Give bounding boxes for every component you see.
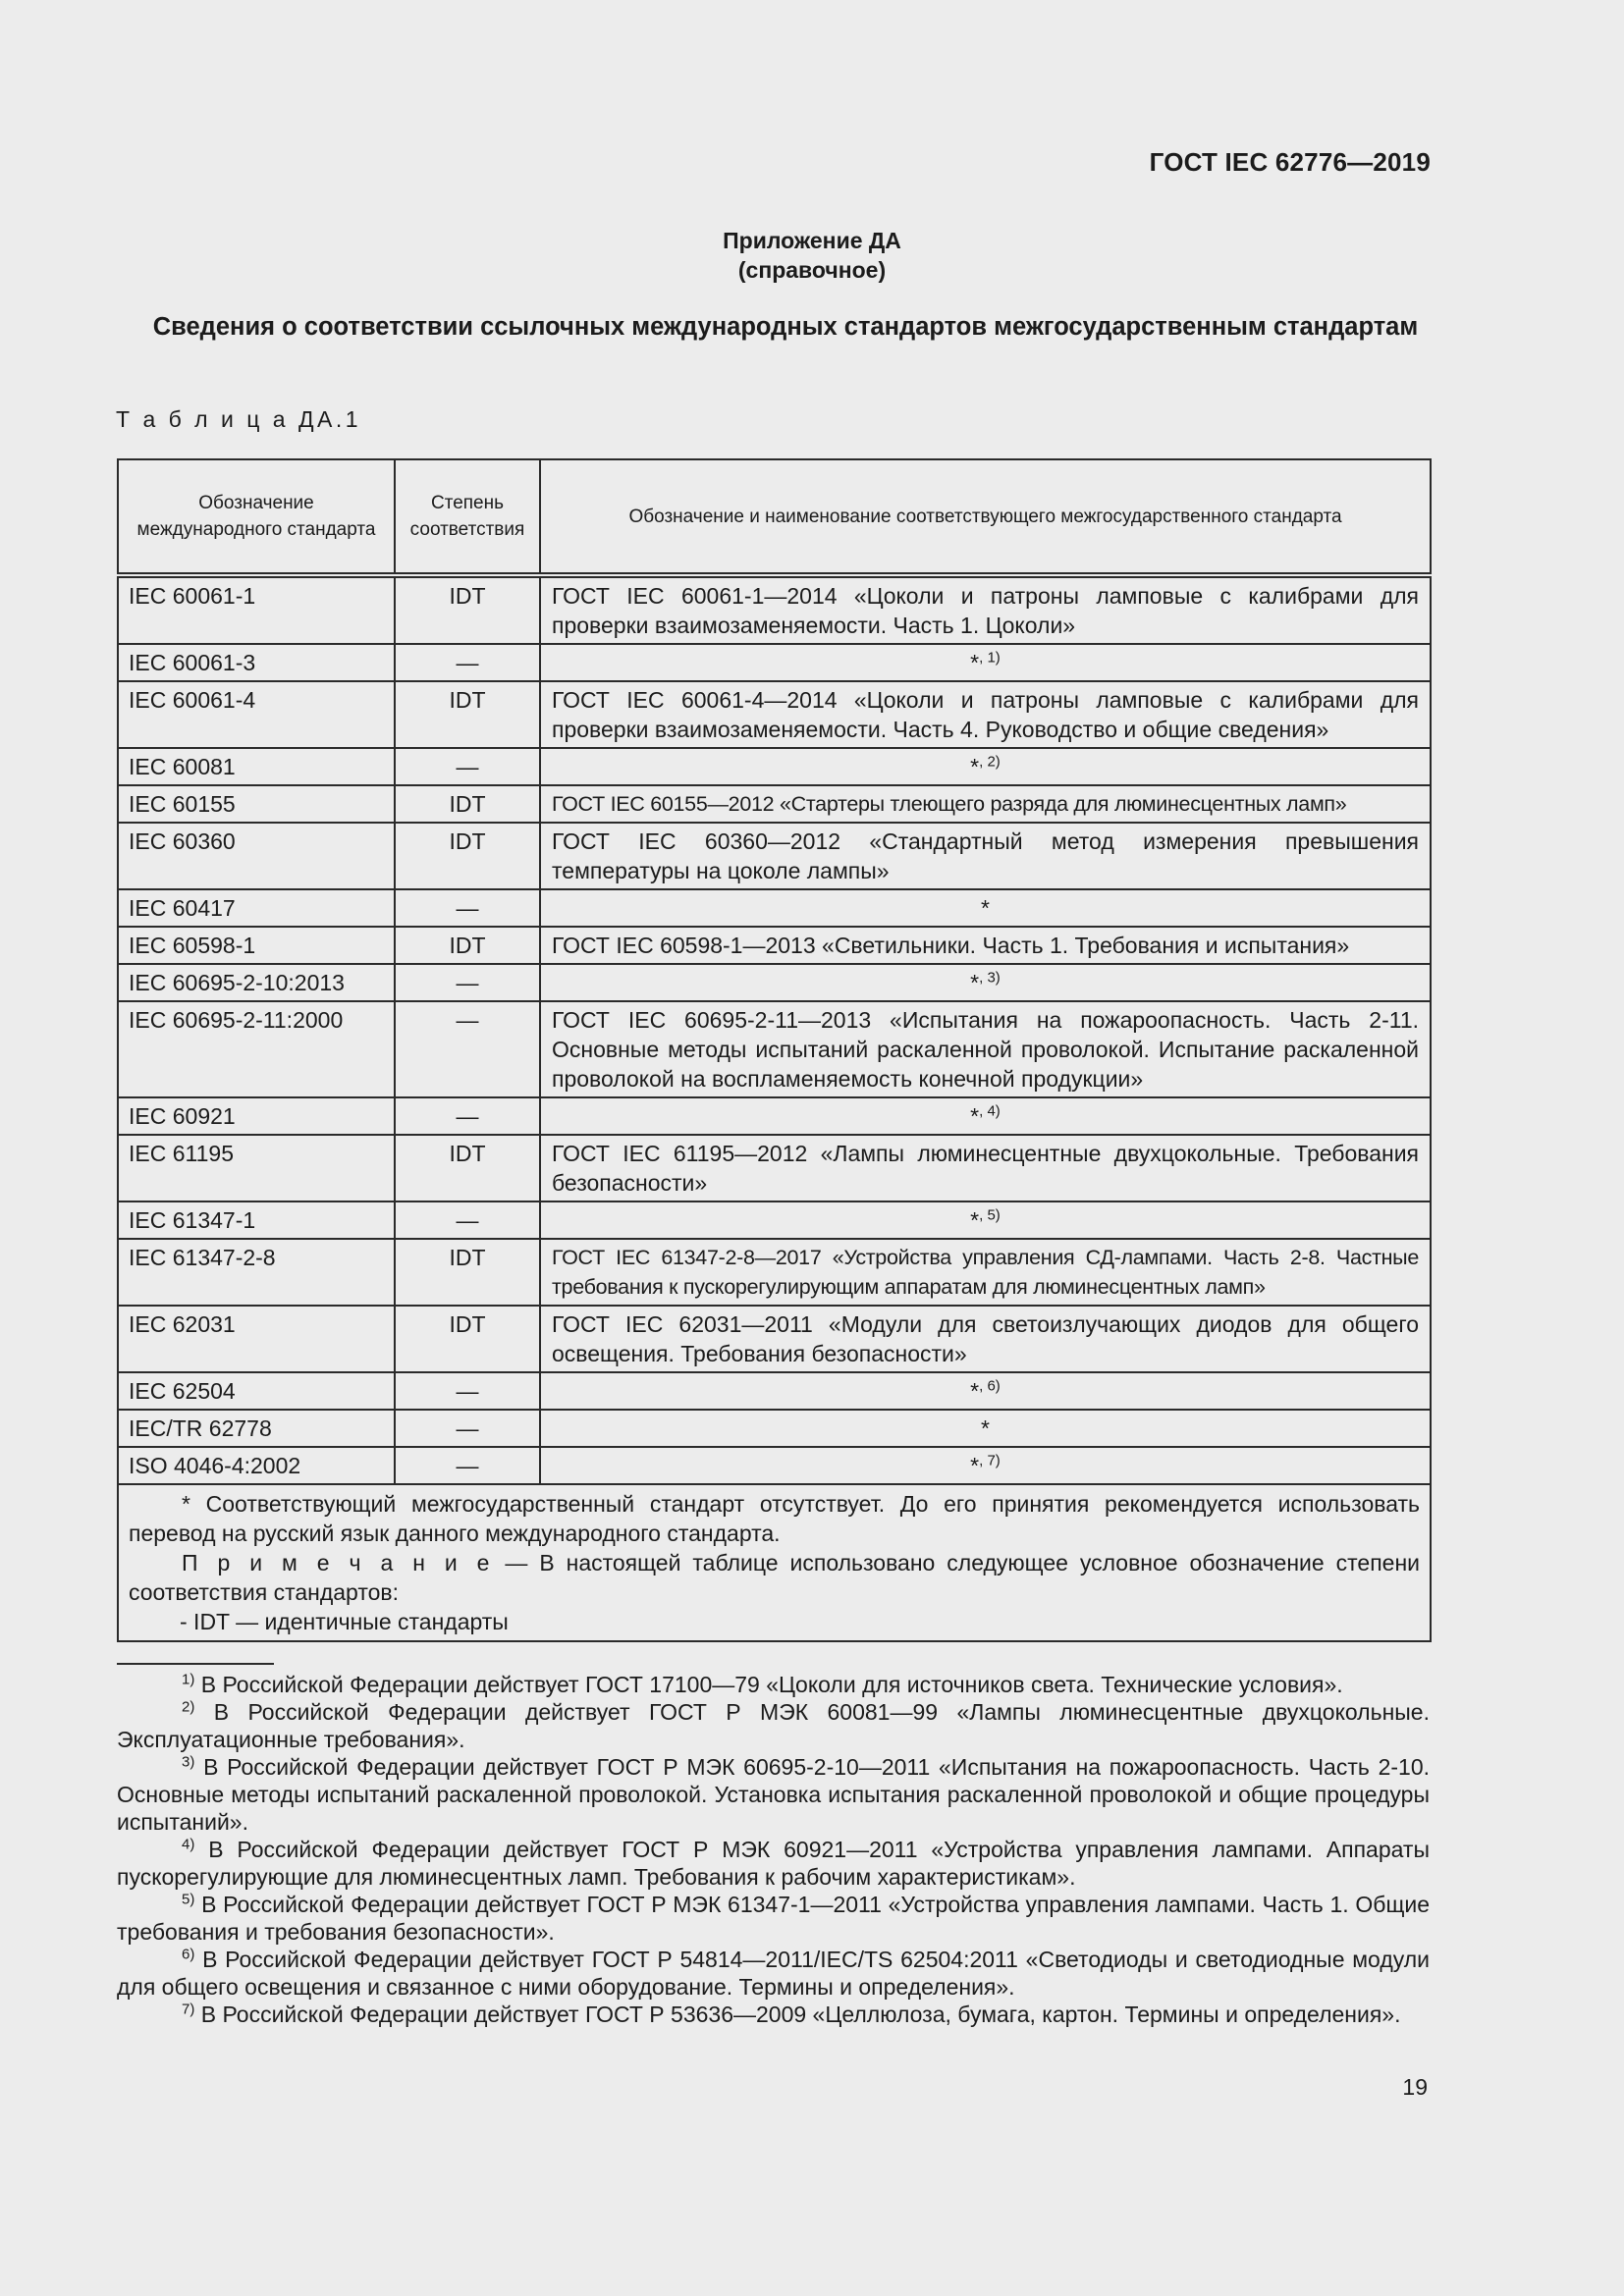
footnote-separator <box>117 1663 274 1665</box>
footnote-number: 2) <box>182 1698 195 1716</box>
degree-cell: IDT <box>395 1306 540 1372</box>
gost-standard-cell <box>540 785 1431 823</box>
footnote-text: В Российской Федерации действует ГОСТ Р МЭК 61347-1—2011 «Устройства управления лампами. Часть 1. Общие требования и требования безопасности». <box>117 1892 1431 1945</box>
degree-cell: — <box>395 1097 540 1135</box>
intl-standard-cell: IEC 62504 <box>118 1372 395 1410</box>
table-row <box>118 1097 1431 1135</box>
gost-standard-cell <box>540 927 1431 964</box>
degree-cell: IDT <box>395 823 540 889</box>
gost-text: ГОСТ IEC 60695-2-11—2013 «Испытания на пожароопасность. Часть 2-11. Основные методы испытаний раскаленной проволокой. Испытание раскаленной проволокой на воспламеняемость конечной продукции» <box>552 1007 1419 1092</box>
footnote-text: В Российской Федерации действует ГОСТ Р 53636—2009 «Целлюлоза, бумага, картон. Термины и определения». <box>200 2002 1401 2027</box>
intl-standard-cell: IEC 60921 <box>118 1097 395 1135</box>
degree-cell: — <box>395 1372 540 1410</box>
degree-cell: — <box>395 1201 540 1239</box>
table-row <box>118 1306 1431 1372</box>
degree-cell: — <box>395 644 540 681</box>
footnote <box>117 1753 1430 1836</box>
intl-standard-cell: IEC 60155 <box>118 785 395 823</box>
degree-cell: IDT <box>395 1135 540 1201</box>
intl-standard-cell: IEC 61347-2-8 <box>118 1239 395 1306</box>
intl-standard-cell: IEC 60417 <box>118 889 395 927</box>
gost-text: ГОСТ IEC 60598-1—2013 «Светильники. Часть 1. Требования и испытания» <box>552 933 1350 958</box>
intl-standard-cell: IEC 60061-1 <box>118 575 395 644</box>
gost-standard-cell <box>540 1001 1431 1097</box>
gost-text: ГОСТ IEC 60155—2012 «Стартеры тлеющего разряда для люминесцентных ламп» <box>552 792 1347 816</box>
table-row <box>118 785 1431 823</box>
table-row <box>118 1001 1431 1097</box>
footnote <box>117 1698 1430 1753</box>
degree-cell: IDT <box>395 681 540 748</box>
table-row <box>118 889 1431 927</box>
header-intl-standard: Обозначение международного стандарта <box>118 459 395 575</box>
gost-text: ГОСТ IEC 60360—2012 «Стандартный метод измерения превышения температуры на цоколе лампы» <box>552 828 1419 883</box>
intl-standard-cell: IEC 60360 <box>118 823 395 889</box>
intl-standard-cell: IEC 60598-1 <box>118 927 395 964</box>
table-row <box>118 1410 1431 1447</box>
gost-standard-cell <box>540 823 1431 889</box>
note-paragraph <box>129 1548 1420 1607</box>
gost-standard-cell <box>540 1372 1431 1410</box>
appendix-label: Приложение ДА <box>723 228 901 253</box>
table-row <box>118 575 1431 644</box>
footnote-reference: , 6) <box>979 1377 1001 1395</box>
appendix-type: (справочное) <box>737 257 887 283</box>
gost-standard-cell <box>540 681 1431 748</box>
table-row <box>118 823 1431 889</box>
header-degree: Степень соответствия <box>395 459 540 575</box>
table-row <box>118 964 1431 1001</box>
gost-text: * <box>970 1378 980 1404</box>
intl-standard-cell: IEC 61347-1 <box>118 1201 395 1239</box>
correspondence-table <box>117 458 1432 1642</box>
footnote-text: В Российской Федерации действует ГОСТ Р МЭК 60921—2011 «Устройства управления лампами. Аппараты пускорегулирующие для люминесцентных ламп. Требования к рабочим характеристикам». <box>117 1837 1430 1890</box>
table-row <box>118 644 1431 681</box>
page-number: 19 <box>1402 2074 1428 2100</box>
gost-standard-cell <box>540 964 1431 1001</box>
table-row <box>118 1447 1431 1484</box>
footnote <box>117 2001 1430 2028</box>
gost-standard-cell <box>540 1410 1431 1447</box>
footnote-text: В Российской Федерации действует ГОСТ 17100—79 «Цоколи для источников света. Технические условия». <box>200 1672 1343 1697</box>
table-row <box>118 927 1431 964</box>
footnote-number: 4) <box>182 1836 195 1853</box>
gost-standard-cell <box>540 1447 1431 1484</box>
gost-text: ГОСТ IEC 60061-4—2014 «Цоколи и патроны ламповые с калибрами для проверки взаимозаменяемости. Часть 4. Руководство и общие сведения» <box>552 687 1419 742</box>
intl-standard-cell: IEC 62031 <box>118 1306 395 1372</box>
degree-cell: — <box>395 1447 540 1484</box>
footnote-text: В Российской Федерации действует ГОСТ Р МЭК 60695-2-10—2011 «Испытания на пожароопасность. Часть 2-10. Основные методы испытаний раскаленной проволокой. Установка испытания раскаленной проволокой и общие процедуры испытаний». <box>117 1754 1430 1835</box>
gost-text: * <box>970 650 980 675</box>
footnote-reference: , 1) <box>979 649 1001 667</box>
footnote-text: В Российской Федерации действует ГОСТ Р МЭК 60081—99 «Лампы люминесцентные двухцокольные. Эксплуатационные требования». <box>117 1699 1430 1752</box>
footnote <box>117 1891 1430 1946</box>
intl-standard-cell: IEC/TR 62778 <box>118 1410 395 1447</box>
footnote-reference: , 4) <box>979 1102 1001 1120</box>
appendix-heading <box>0 226 1624 285</box>
table-row <box>118 1239 1431 1306</box>
gost-text: * <box>970 1207 980 1233</box>
gost-standard-cell <box>540 644 1431 681</box>
footnote-reference: , 5) <box>979 1206 1001 1224</box>
table-caption: Т а б л и ц а ДА.1 <box>116 406 362 432</box>
intl-standard-cell: IEC 61195 <box>118 1135 395 1201</box>
intl-standard-cell: ISO 4046-4:2002 <box>118 1447 395 1484</box>
degree-cell: IDT <box>395 575 540 644</box>
footnote-number: 6) <box>182 1946 195 1963</box>
gost-standard-cell <box>540 1135 1431 1201</box>
footnote-number: 7) <box>182 2001 195 2018</box>
degree-cell: IDT <box>395 785 540 823</box>
degree-cell: — <box>395 964 540 1001</box>
footnote-number: 5) <box>182 1891 195 1908</box>
gost-standard-cell <box>540 1239 1431 1306</box>
note-item: - IDT — идентичные стандарты <box>180 1609 509 1634</box>
appendix-title: Сведения о соответствии ссылочных международных стандартов межгосударственным стандартам <box>152 313 1419 341</box>
footnote <box>117 1946 1430 2001</box>
table-notes-row <box>118 1484 1431 1641</box>
gost-standard-cell <box>540 889 1431 927</box>
gost-text: * <box>970 754 980 779</box>
note-label: П р и м е ч а н и е <box>182 1550 494 1575</box>
gost-text: * <box>981 895 990 921</box>
table-row <box>118 748 1431 785</box>
gost-standard-cell <box>540 748 1431 785</box>
gost-text: ГОСТ IEC 62031—2011 «Модули для светоизлучающих диодов для общего освещения. Требования безопасности» <box>552 1311 1419 1366</box>
intl-standard-cell: IEC 60061-4 <box>118 681 395 748</box>
note-text: — В настоящей таблице использовано следующее условное обозначение степени соответствия стандартов: <box>129 1550 1420 1605</box>
gost-standard-cell <box>540 1306 1431 1372</box>
intl-standard-cell: IEC 60695-2-11:2000 <box>118 1001 395 1097</box>
footnote-text: В Российской Федерации действует ГОСТ Р 54814—2011/IEC/TS 62504:2011 «Светодиоды и светодиодные модули для общего освещения и связанное с ними оборудование. Термины и определения». <box>117 1947 1431 2000</box>
degree-cell: — <box>395 748 540 785</box>
degree-cell: — <box>395 1001 540 1097</box>
degree-cell: — <box>395 1410 540 1447</box>
table-row <box>118 1201 1431 1239</box>
footnotes <box>117 1671 1430 2028</box>
gost-text: * <box>970 970 980 995</box>
footnote-reference: , 7) <box>979 1452 1001 1469</box>
header-gost-standard: Обозначение и наименование соответствующего межгосударственного стандарта <box>540 459 1431 575</box>
gost-text: ГОСТ IEC 60061-1—2014 «Цоколи и патроны ламповые с калибрами для проверки взаимозаменяемости. Часть 1. Цоколи» <box>552 583 1419 638</box>
degree-cell: IDT <box>395 1239 540 1306</box>
gost-text: ГОСТ IEC 61347-2-8—2017 «Устройства управления СД-лампами. Часть 2-8. Частные требования к пускорегулирующим аппаратам для люминесцентных ламп» <box>552 1246 1419 1299</box>
note-star: * Соответствующий межгосударственный стандарт отсутствует. До его принятия рекомендуется использовать перевод на русский язык данного международного стандарта. <box>129 1491 1420 1546</box>
degree-cell: IDT <box>395 927 540 964</box>
gost-text: ГОСТ IEC 61195—2012 «Лампы люминесцентные двухцокольные. Требования безопасности» <box>552 1141 1419 1196</box>
gost-text: * <box>970 1103 980 1129</box>
degree-cell: — <box>395 889 540 927</box>
footnote-number: 1) <box>182 1671 195 1688</box>
footnote <box>117 1836 1430 1891</box>
table-header-row <box>118 459 1431 575</box>
table-body <box>118 575 1431 1484</box>
intl-standard-cell: IEC 60695-2-10:2013 <box>118 964 395 1001</box>
intl-standard-cell: IEC 60081 <box>118 748 395 785</box>
document-code: ГОСТ IEC 62776—2019 <box>1149 147 1431 177</box>
gost-standard-cell <box>540 575 1431 644</box>
footnote-number: 3) <box>182 1753 195 1771</box>
gost-standard-cell <box>540 1097 1431 1135</box>
table-notes <box>118 1484 1431 1641</box>
gost-text: * <box>981 1415 990 1441</box>
gost-standard-cell <box>540 1201 1431 1239</box>
gost-text: * <box>970 1453 980 1478</box>
footnote <box>117 1671 1430 1698</box>
table-row <box>118 681 1431 748</box>
intl-standard-cell: IEC 60061-3 <box>118 644 395 681</box>
table-row <box>118 1135 1431 1201</box>
table-row <box>118 1372 1431 1410</box>
footnote-reference: , 2) <box>979 753 1001 771</box>
footnote-reference: , 3) <box>979 969 1001 987</box>
